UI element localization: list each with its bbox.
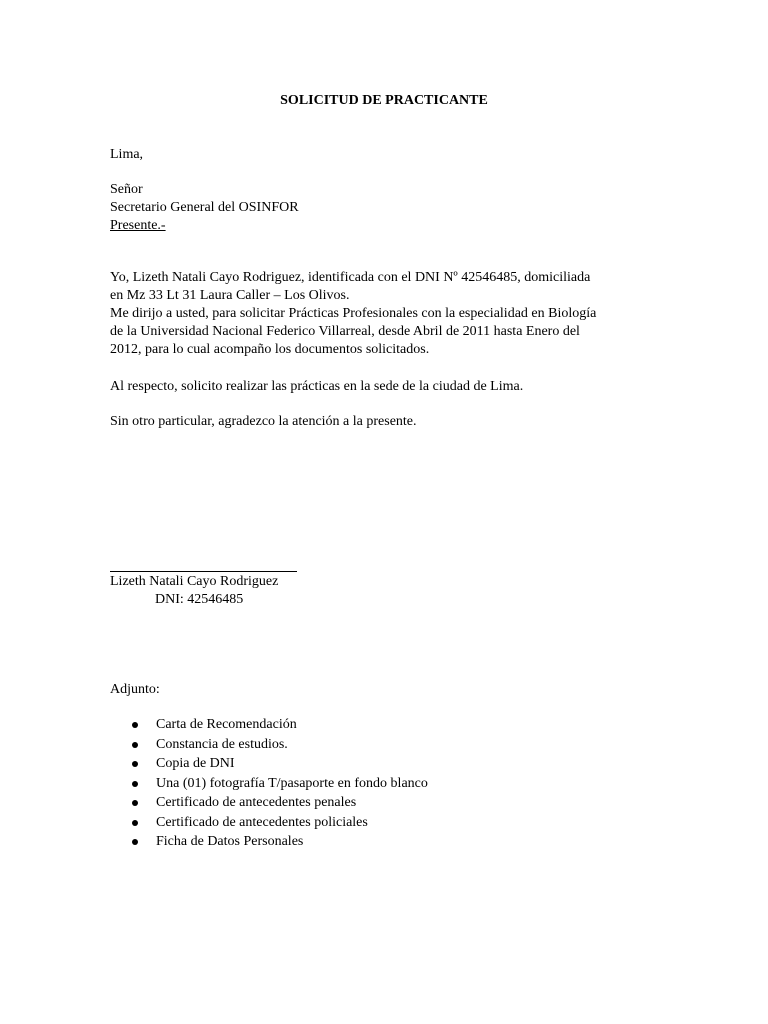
bullet-icon bbox=[132, 800, 138, 806]
list-item bbox=[110, 774, 428, 794]
attachment-text: Certificado de antecedentes policiales bbox=[156, 814, 368, 830]
attachments-label: Adjunto: bbox=[110, 682, 160, 697]
attachment-text: Copia de DNI bbox=[156, 756, 235, 771]
attachment-text: Certificado de antecedentes penales bbox=[156, 795, 357, 810]
signature-dni: DNI: 42546485 bbox=[155, 592, 244, 607]
body-line: Me dirijo a usted, para solicitar Prácticas Profesionales con la especialidad en Biología bbox=[110, 306, 597, 321]
attachments-list bbox=[110, 715, 428, 852]
bullet-icon bbox=[132, 820, 138, 826]
list-item bbox=[110, 793, 428, 813]
body-line: Yo, Lizeth Natali Cayo Rodriguez, identificada con el DNI Nº 42546485, domiciliada bbox=[110, 270, 591, 285]
recipient-position: Secretario General del OSINFOR bbox=[110, 200, 299, 215]
closing-paragraph bbox=[110, 413, 670, 431]
bullet-icon bbox=[132, 839, 138, 845]
list-item bbox=[110, 813, 428, 833]
closing-text: Sin otro particular, agradezco la atención a la presente. bbox=[110, 414, 417, 429]
request-paragraph bbox=[110, 378, 670, 396]
list-item bbox=[110, 754, 428, 774]
body-line: en Mz 33 Lt 31 Laura Caller – Los Olivos. bbox=[110, 288, 350, 303]
document-title: SOLICITUD DE PRACTICANTE bbox=[280, 93, 488, 108]
attachment-text: Una (01) fotografía T/pasaporte en fondo blanco bbox=[156, 775, 428, 791]
letter-body bbox=[110, 269, 670, 359]
attachment-text: Ficha de Datos Personales bbox=[156, 834, 304, 849]
bullet-icon bbox=[132, 761, 138, 767]
bullet-icon bbox=[132, 781, 138, 787]
signature-block bbox=[110, 573, 670, 609]
bullet-icon bbox=[132, 742, 138, 748]
signature-line bbox=[110, 571, 297, 572]
signature-name: Lizeth Natali Cayo Rodriguez bbox=[110, 574, 279, 589]
recipient-salutation: Señor bbox=[110, 182, 143, 197]
bullet-icon bbox=[132, 722, 138, 728]
attachments-label-block bbox=[110, 681, 670, 699]
place-text: Lima, bbox=[110, 147, 144, 162]
presente-text: Presente.- bbox=[110, 218, 166, 233]
body-line: 2012, para lo cual acompaño los documentos solicitados. bbox=[110, 342, 430, 357]
list-item bbox=[110, 735, 428, 755]
list-item bbox=[110, 832, 428, 852]
attachment-text: Carta de Recomendación bbox=[156, 717, 297, 732]
list-item bbox=[110, 715, 428, 735]
recipient-block bbox=[110, 181, 670, 235]
body-line: de la Universidad Nacional Federico Villarreal, desde Abril de 2011 hasta Enero del bbox=[110, 324, 580, 339]
attachment-text: Constancia de estudios. bbox=[156, 736, 288, 752]
place-date bbox=[110, 146, 670, 164]
request-text: Al respecto, solicito realizar las prácticas en la sede de la ciudad de Lima. bbox=[110, 379, 524, 394]
